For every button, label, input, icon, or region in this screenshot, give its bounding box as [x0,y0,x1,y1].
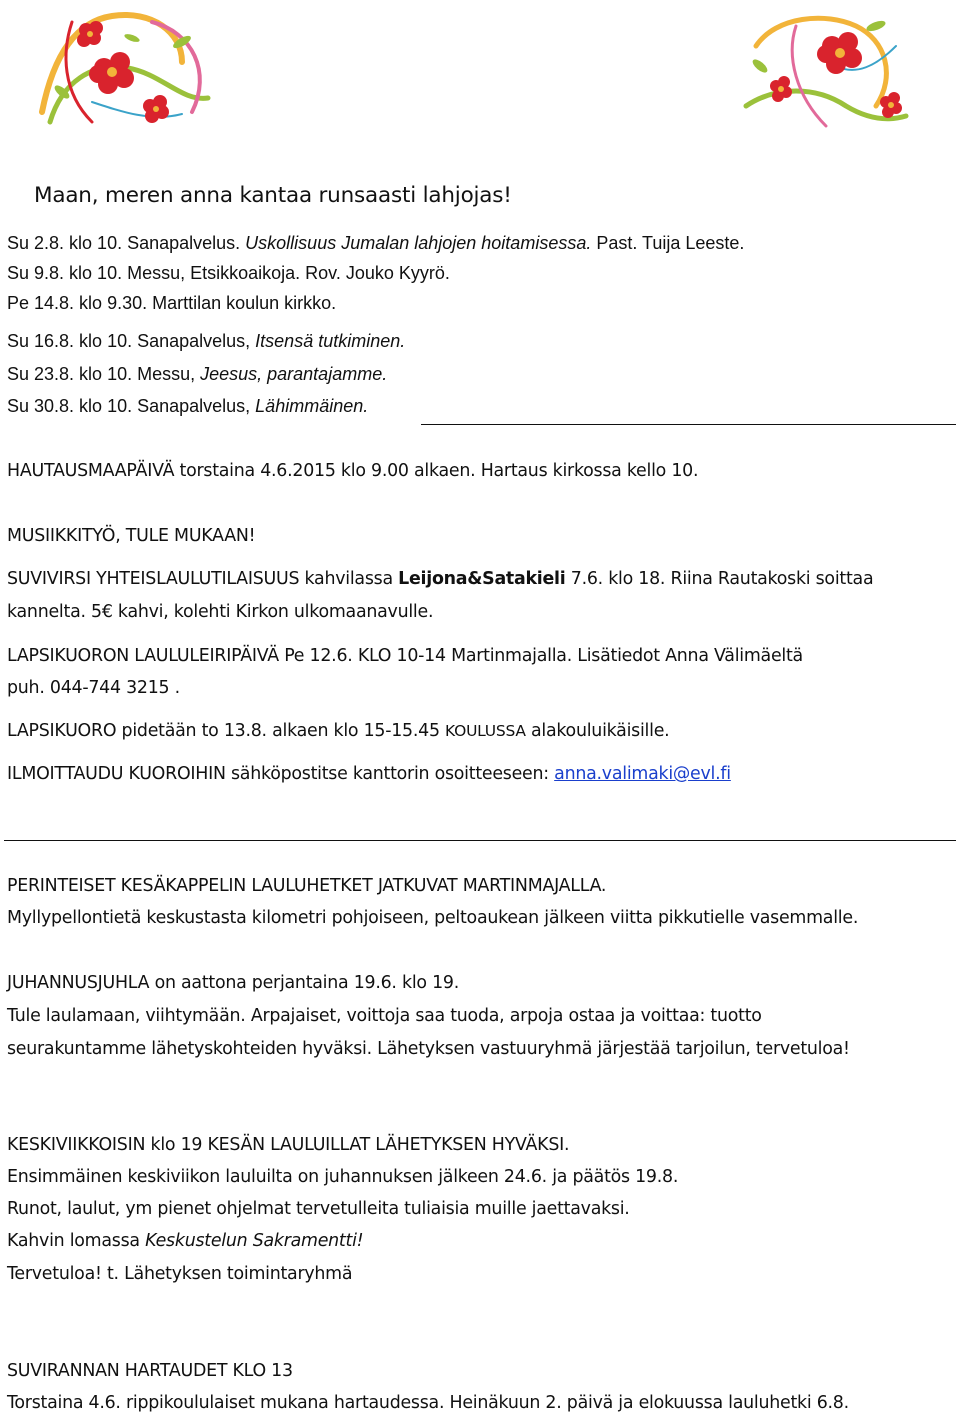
venue-name: Leijona&Satakieli [398,569,566,589]
lapsikuoro-text [7,721,669,741]
schedule-date-text: Su 9.8. klo 10. Messu, Etsikkoaikoja. Rov. Jouko Kyyrö. [7,263,450,283]
keskiviikko-signature: Tervetuloa! t. Lähetyksen toimintaryhmä [7,1264,353,1284]
keskiviikko-dates: Ensimmäinen keskiviikon lauluilta on juhannuksen jälkeen 24.6. ja päätös 19.8. [7,1167,679,1187]
divider [421,424,956,425]
suvivirsi-details: 7.6. klo 18. Riina Rautakoski soittaa [565,569,874,589]
musiikkityo-heading: MUSIIKKITYÖ, TULE MUKAAN! [7,526,256,546]
schedule-item [7,263,450,284]
schedule-item [7,293,336,314]
juhannus-text: Tule laulamaan, viihtymään. Arpajaiset, voittoja saa tuoda, arpoja ostaa ja voittaa: tuotto [7,1006,762,1026]
motto-heading: Maan, meren anna kantaa runsaasti lahjojas! [34,183,512,208]
ilmoittaudu-label: ILMOITTAUDU KUOROIHIN sähköpostitse kanttorin osoitteeseen: [7,764,555,784]
schedule-theme: Jeesus, parantajamme. [200,364,388,384]
schedule-date-text: Su 23.8. klo 10. Messu, [7,364,201,384]
lapsikuoro-intro: LAPSIKUORO pidetään to 13.8. alkaen klo 15-15.45 [7,721,446,741]
schedule-date-text: Pe 14.8. klo 9.30. Marttilan koulun kirkko. [7,293,337,313]
suvivirsi-text-cont: kannelta. 5€ kahvi, kolehti Kirkon ulkomaanavulle. [7,602,434,622]
divider [4,840,956,841]
keskiviikko-coffee [7,1231,363,1251]
keskiviikko-program: Runot, laulut, ym pienet ohjelmat tervetulleita tuliaisia muille jaettavaksi. [7,1199,630,1219]
flower-ornament-icon [736,6,914,134]
schedule-item [7,364,387,385]
keskiviikko-heading: KESKIVIIKKOISIN klo 19 KESÄN LAULUILLAT LÄHETYKSEN HYVÄKSI. [7,1135,570,1155]
schedule-preacher: Past. Tuija Leeste. [591,233,745,253]
schedule-item [7,233,744,254]
schedule-date-text: Su 16.8. klo 10. Sanapalvelus, [7,331,256,351]
suvirannan-heading: SUVIRANNAN HARTAUDET KLO 13 [7,1361,293,1381]
lapsikuoro-leiri-text: LAPSIKUORON LAULULEIRIPÄIVÄ Pe 12.6. KLO 10-14 Martinmajalla. Lisätiedot Anna Välimäeltä [7,646,803,666]
juhannus-heading: JUHANNUSJUHLA on aattona perjantaina 19.6. klo 19. [7,973,459,993]
flower-ornament-icon [32,2,228,134]
juhannus-text-cont: seurakuntamme lähetyskohteiden hyväksi. Lähetyksen vastuuryhmä järjestää tarjoilun, tervetuloa! [7,1039,850,1059]
email-link[interactable]: anna.valimaki@evl.fi [554,764,731,784]
schedule-theme: Uskollisuus Jumalan lahjojen hoitamisessa. [245,233,592,253]
schedule-date-text: Su 2.8. klo 10. Sanapalvelus. [7,233,246,253]
lapsikuoro-leiri-phone: puh. 044-744 3215 . [7,678,180,698]
lapsikuoro-audience: alakouluikäisille. [525,721,670,741]
kesakappeli-heading: PERINTEISET KESÄKAPPELIN LAULUHETKET JATKUVAT MARTINMAJALLA. [7,876,607,896]
schedule-theme: Lähimmäinen. [255,396,369,416]
lapsikuoro-place: KOULUSSA [445,722,526,740]
schedule-item [7,331,405,352]
suvivirsi-text [7,569,873,589]
suvirannan-text: Torstaina 4.6. rippikoululaiset mukana hartaudessa. Heinäkuun 2. päivä ja elokuussa lauluhetki 6.8. [7,1393,849,1413]
suvivirsi-intro: SUVIVIRSI YHTEISLAULUTILAISUUS kahvilassa [7,569,399,589]
keskiviikko-coffee-title: Keskustelun Sakramentti! [145,1231,364,1251]
schedule-date-text: Su 30.8. klo 10. Sanapalvelus, [7,396,256,416]
keskiviikko-coffee-intro: Kahvin lomassa [7,1231,146,1251]
ilmoittaudu-text [7,764,731,784]
hautausmaapaiva-text: HAUTAUSMAAPÄIVÄ torstaina 4.6.2015 klo 9.00 alkaen. Hartaus kirkossa kello 10. [7,461,699,481]
schedule-item [7,396,368,417]
schedule-theme: Itsensä tutkiminen. [255,331,406,351]
kesakappeli-directions: Myllypellontietä keskustasta kilometri pohjoiseen, peltoaukean jälkeen viitta pikkutielle vasemmalle. [7,908,859,928]
